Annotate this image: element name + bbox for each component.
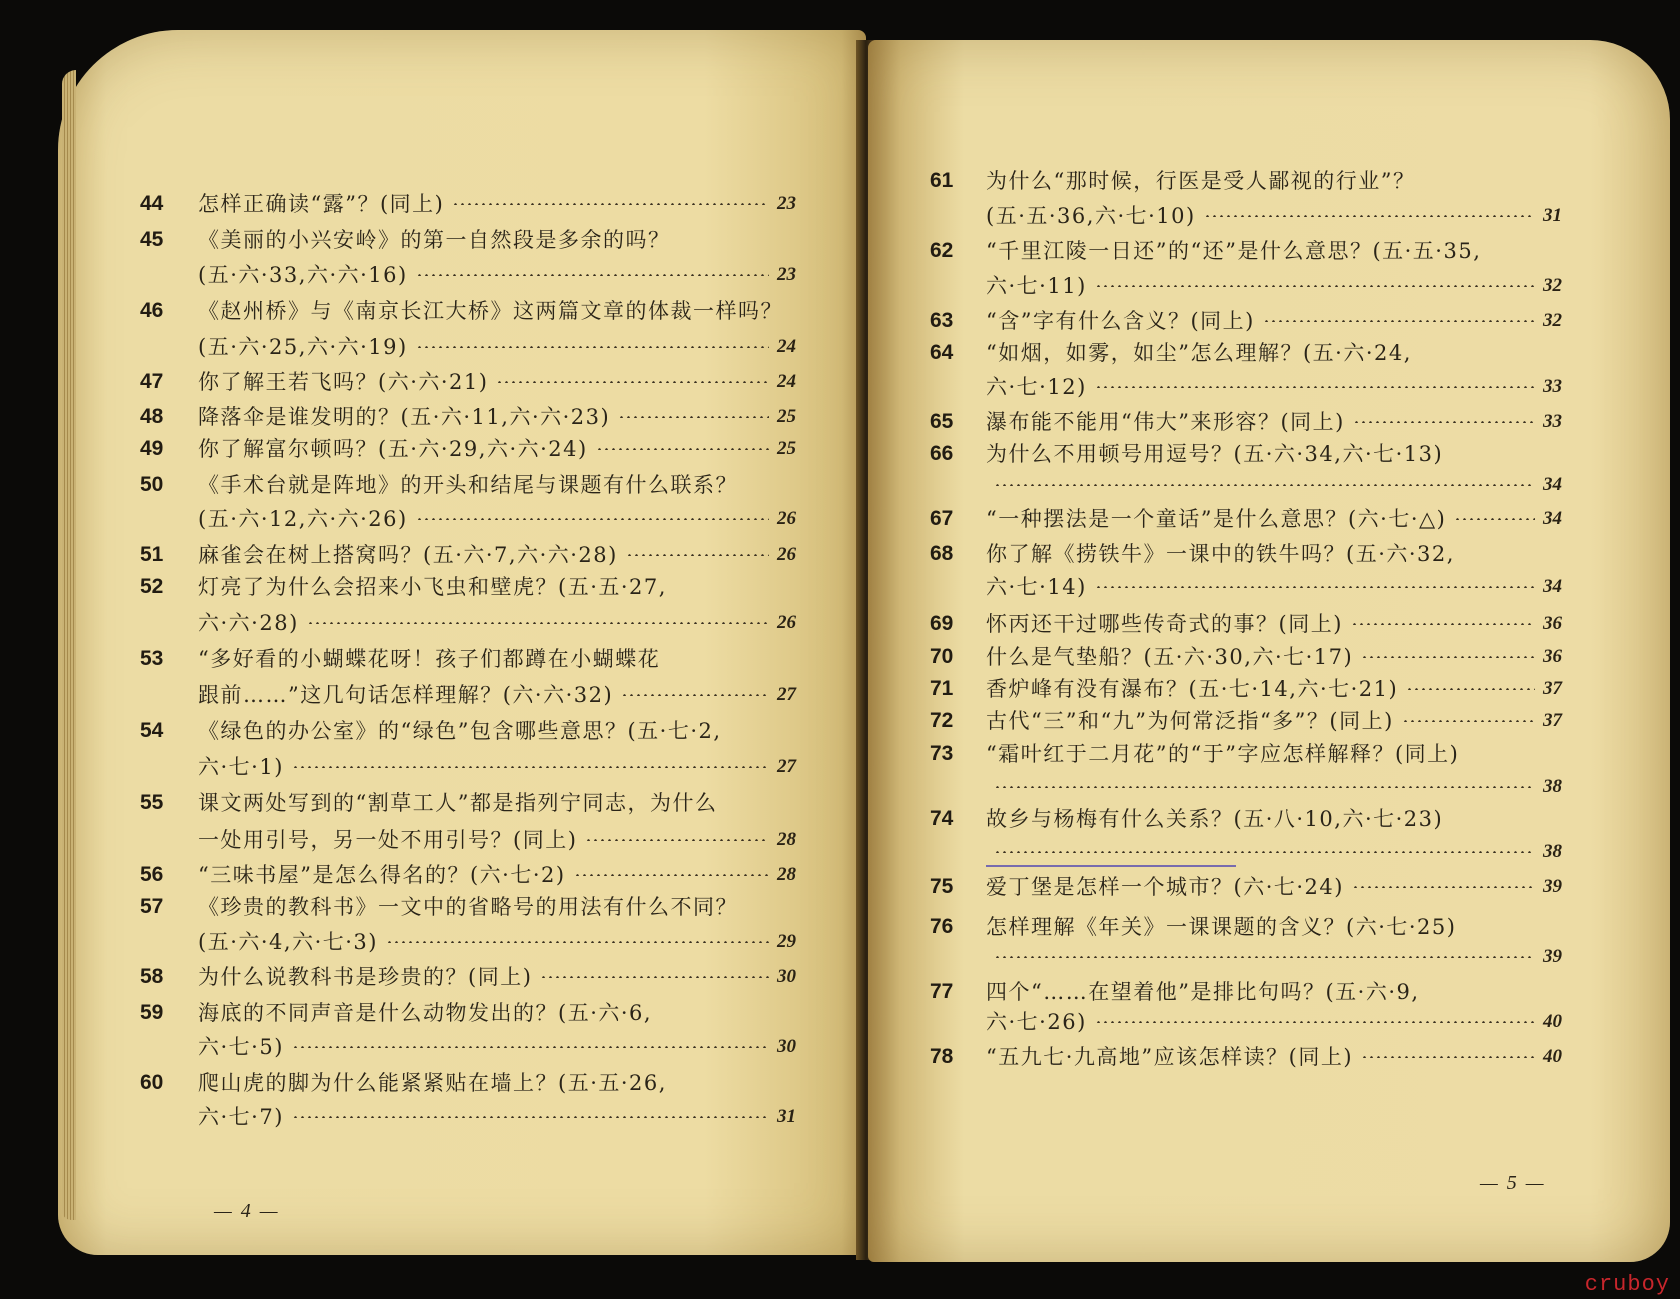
dot-leader [1454,518,1535,520]
entry-title: 为什么不用顿号用逗号？(五·六·34,六·七·13) [986,442,1444,466]
entry-number: 59 [140,1001,164,1024]
entry-page-number: 30 [777,966,796,987]
entry-title: 古代“三”和“九”为何常泛指“多”？(同上) [986,709,1394,733]
toc-entry-line [868,607,1670,641]
entry-title: 六·七·11) [986,274,1087,298]
dot-leader [416,346,769,348]
toc-entry-line [58,925,866,959]
entry-title: (五·六·33,六·六·16) [198,263,408,287]
toc-entry-line [868,502,1670,536]
entry-title: 你了解王若飞吗？(六·六·21) [198,370,489,394]
toc-entry-line [868,835,1670,869]
entry-number: 45 [140,228,164,251]
toc-entry-line [868,304,1670,338]
left-page [58,30,866,1255]
entry-title: 爱丁堡是怎样一个城市？(六·七·24) [986,875,1344,899]
watermark: cruboy [1584,1272,1670,1297]
right-toc-list [868,40,1670,1262]
entry-title: 怎样理解《年关》一课课题的含义？(六·七·25) [986,915,1457,939]
entry-page-number: 27 [777,684,796,705]
entry-page-number: 30 [777,1036,796,1057]
toc-entry-line [58,642,866,676]
entry-title: 麻雀会在树上搭窝吗？(五·六·7,六·六·28) [198,543,618,567]
entry-page-number: 40 [1543,1011,1562,1032]
entry-page-number: 23 [777,193,796,214]
entry-title: 什么是气垫船？(五·六·30,六·七·17) [986,645,1354,669]
dot-leader [292,1046,769,1048]
toc-entry-line [868,704,1670,738]
entry-title: 故乡与杨梅有什么关系？(五·八·10,六·七·23) [986,807,1444,831]
dot-leader [292,766,769,768]
toc-entry-line [58,786,866,820]
toc-entry-line [868,405,1670,439]
entry-number: 65 [930,410,954,433]
dot-leader [1352,886,1535,888]
dot-leader [626,554,769,556]
entry-page-number: 25 [777,406,796,427]
dot-leader [585,839,769,841]
entry-page-number: 39 [1543,876,1562,897]
toc-entry-line [868,370,1670,404]
toc-entry-line [58,365,866,399]
dot-leader [994,786,1535,788]
toc-entry-line [58,432,866,466]
entry-title: 《手术台就是阵地》的开头和结尾与课题有什么联系？ [198,473,738,497]
entry-title: 六·七·12) [986,375,1087,399]
toc-entry-line [58,1066,866,1100]
dot-leader [292,1116,769,1118]
toc-entry-line [58,678,866,712]
dot-leader [994,851,1535,853]
entry-number: 55 [140,791,164,814]
entry-number: 50 [140,473,164,496]
toc-entry-line [58,750,866,784]
toc-entry-line [868,802,1670,836]
entry-number: 67 [930,507,954,530]
entry-page-number: 28 [777,864,796,885]
entry-page-number: 24 [777,371,796,392]
toc-entry-line [868,437,1670,471]
entry-title: (五·六·4,六·七·3) [198,930,378,954]
dot-leader [1361,656,1535,658]
entry-title: (五·六·25,六·六·19) [198,335,408,359]
entry-title: 六·七·5) [198,1035,284,1059]
toc-entry-line [868,164,1670,198]
entry-number: 62 [930,239,954,262]
toc-entry-line [868,672,1670,706]
entry-title: 为什么说教科书是珍贵的？(同上) [198,965,533,989]
entry-title: 怀丙还干过哪些传奇式的事？(同上) [986,612,1343,636]
entry-number: 72 [930,709,954,732]
toc-entry-line [868,975,1670,1009]
entry-number: 64 [930,341,954,364]
entry-number: 73 [930,742,954,765]
toc-entry-line [58,858,866,892]
entry-number: 74 [930,807,954,830]
entry-title: (五·六·12,六·六·26) [198,507,408,531]
dot-leader [1095,386,1535,388]
toc-entry-line [868,1040,1670,1074]
toc-entry-line [58,1100,866,1134]
entry-title: 四个“……在望着他”是排比句吗？(五·六·9, [986,980,1420,1004]
entry-title: “霜叶红于二月花”的“于”字应怎样解释？(同上) [986,742,1460,766]
entry-title: 为什么“那时候，行医是受人鄙视的行业”？ [986,169,1416,193]
entry-number: 58 [140,965,164,988]
entry-number: 46 [140,299,164,322]
entry-page-number: 27 [777,756,796,777]
toc-entry-line [58,714,866,748]
dot-leader [452,203,769,205]
entry-page-number: 31 [1543,205,1562,226]
entry-page-number: 34 [1543,474,1562,495]
entry-number: 61 [930,169,954,192]
dot-leader [621,694,769,696]
entry-title: 你了解《捞铁牛》一课中的铁牛吗？(五·六·32, [986,542,1455,566]
left-page-number: — 4 — [214,1200,280,1222]
dot-leader [1263,320,1535,322]
pen-underline [986,865,1236,867]
toc-entry-line [58,606,866,640]
dot-leader [1353,421,1535,423]
entry-title: “多好看的小蝴蝶花呀！孩子们都蹲在小蝴蝶花 [198,647,661,671]
entry-title: “五九七·九高地”应该怎样读？(同上) [986,1045,1354,1069]
toc-entry-line [58,960,866,994]
entry-number: 77 [930,980,954,1003]
entry-title: 《绿色的办公室》的“绿色”包含哪些意思？(五·七·2, [198,719,722,743]
entry-page-number: 37 [1543,678,1562,699]
toc-entry-line [868,234,1670,268]
entry-page-number: 36 [1543,646,1562,667]
toc-entry-line [58,996,866,1030]
toc-entry-line [58,823,866,857]
entry-number: 44 [140,192,164,215]
entry-page-number: 32 [1543,275,1562,296]
entry-page-number: 26 [777,508,796,529]
entry-page-number: 31 [777,1106,796,1127]
toc-entry-line [58,570,866,604]
entry-title: 六·七·14) [986,575,1087,599]
entry-number: 66 [930,442,954,465]
toc-entry-line [868,640,1670,674]
entry-page-number: 32 [1543,310,1562,331]
right-page [868,40,1670,1262]
entry-page-number: 33 [1543,376,1562,397]
entry-number: 63 [930,309,954,332]
entry-number: 53 [140,647,164,670]
left-toc-list [58,30,866,1255]
toc-entry-line [868,336,1670,370]
toc-entry-line [58,502,866,536]
entry-page-number: 39 [1543,946,1562,967]
toc-entry-line [58,258,866,292]
entry-number: 48 [140,405,164,428]
dot-leader [574,874,769,876]
entry-title: 怎样正确读“露”？(同上) [198,192,445,216]
entry-page-number: 29 [777,931,796,952]
entry-title: 六·六·28) [198,611,299,635]
entry-number: 71 [930,677,954,700]
entry-title: “一种摆法是一个童话”是什么意思？(六·七·△) [986,507,1447,531]
entry-page-number: 34 [1543,576,1562,597]
toc-entry-line [868,199,1670,233]
dot-leader [307,622,769,624]
entry-title: 跟前……”这几句话怎样理解？(六·六·32) [198,683,614,707]
entry-title: 六·七·1) [198,755,284,779]
entry-page-number: 23 [777,264,796,285]
dot-leader [416,274,769,276]
entry-title: “千里江陵一日还”的“还”是什么意思？(五·五·35, [986,239,1482,263]
entry-number: 76 [930,915,954,938]
entry-title: (五·五·36,六·七·10) [986,204,1196,228]
dot-leader [1204,215,1535,217]
entry-title: “含”字有什么含义？(同上) [986,309,1255,333]
entry-title: 爬山虎的脚为什么能紧紧贴在墙上？(五·五·26, [198,1071,667,1095]
entry-page-number: 38 [1543,841,1562,862]
entry-title: 《赵州桥》与《南京长江大桥》这两篇文章的体裁一样吗？ [198,299,783,323]
dot-leader [596,448,769,450]
entry-page-number: 33 [1543,411,1562,432]
entry-page-number: 36 [1543,613,1562,634]
entry-title: 灯亮了为什么会招来小飞虫和壁虎？(五·五·27, [198,575,667,599]
entry-number: 75 [930,875,954,898]
entry-title: 瀑布能不能用“伟大”来形容？(同上) [986,410,1345,434]
dot-leader [386,941,769,943]
entry-number: 60 [140,1071,164,1094]
entry-title: “三味书屋”是怎么得名的？(六·七·2) [198,863,566,887]
toc-entry-line [58,330,866,364]
entry-page-number: 26 [777,612,796,633]
toc-entry-line [58,538,866,572]
entry-title: 《美丽的小兴安岭》的第一自然段是多余的吗？ [198,228,671,252]
dot-leader [994,956,1535,958]
toc-entry-line [868,1005,1670,1039]
entry-page-number: 24 [777,336,796,357]
dot-leader [416,518,769,520]
dot-leader [618,416,769,418]
toc-entry-line [868,870,1670,904]
entry-title: 《珍贵的教科书》一文中的省略号的用法有什么不同？ [198,895,738,919]
dot-leader [1095,285,1535,287]
entry-number: 54 [140,719,164,742]
entry-title: 一处用引号，另一处不用引号？(同上) [198,828,578,852]
entry-title: 你了解富尔顿吗？(五·六·29,六·六·24) [198,437,588,461]
entry-title: 降落伞是谁发明的？(五·六·11,六·六·23) [198,405,611,429]
toc-entry-line [868,537,1670,571]
entry-page-number: 26 [777,544,796,565]
entry-number: 56 [140,863,164,886]
entry-title: 课文两处写到的“割草工人”都是指列宁同志，为什么 [198,791,718,815]
entry-number: 49 [140,437,164,460]
page-edges [62,70,76,1220]
dot-leader [1402,720,1535,722]
entry-number: 69 [930,612,954,635]
dot-leader [540,976,769,978]
toc-entry-line [868,570,1670,604]
toc-entry-line [868,269,1670,303]
entry-number: 70 [930,645,954,668]
toc-entry-line [868,737,1670,771]
entry-title: 六·七·26) [986,1010,1087,1034]
dot-leader [1095,586,1535,588]
entry-number: 52 [140,575,164,598]
toc-entry-line [58,400,866,434]
toc-entry-line [58,1030,866,1064]
entry-page-number: 40 [1543,1046,1562,1067]
right-page-number: — 5 — [1480,1172,1546,1194]
entry-title: 香炉峰有没有瀑布？(五·七·14,六·七·21) [986,677,1399,701]
entry-number: 68 [930,542,954,565]
dot-leader [1361,1056,1535,1058]
entry-number: 47 [140,370,164,393]
entry-page-number: 37 [1543,710,1562,731]
toc-entry-line [58,294,866,328]
toc-entry-line [868,770,1670,804]
entry-number: 51 [140,543,164,566]
toc-entry-line [868,910,1670,944]
dot-leader [496,381,769,383]
entry-page-number: 28 [777,829,796,850]
entry-number: 57 [140,895,164,918]
entry-page-number: 34 [1543,508,1562,529]
toc-entry-line [868,468,1670,502]
toc-entry-line [58,468,866,502]
entry-title: “如烟，如雾，如尘”怎么理解？(五·六·24, [986,341,1412,365]
toc-entry-line [58,890,866,924]
entry-title: 海底的不同声音是什么动物发出的？(五·六·6, [198,1001,653,1025]
dot-leader [1406,688,1535,690]
dot-leader [1351,623,1535,625]
entry-page-number: 25 [777,438,796,459]
entry-page-number: 38 [1543,776,1562,797]
dot-leader [994,484,1535,486]
entry-title: 六·七·7) [198,1105,284,1129]
toc-entry-line [868,940,1670,974]
entry-number: 78 [930,1045,954,1068]
dot-leader [1095,1021,1535,1023]
toc-entry-line [58,187,866,221]
toc-entry-line [58,223,866,257]
